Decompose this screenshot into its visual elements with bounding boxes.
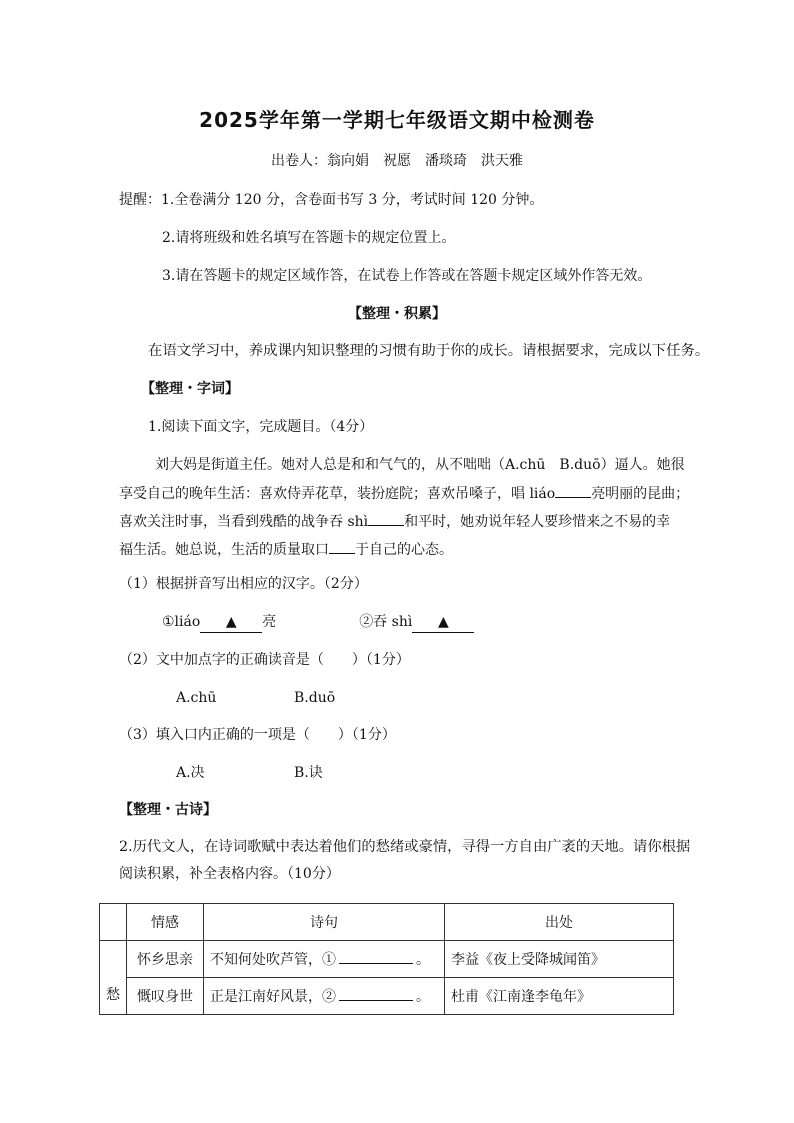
table-row bbox=[100, 978, 674, 1015]
answer-a-suffix: 亮 bbox=[262, 614, 277, 630]
passage-line-4 bbox=[119, 539, 453, 560]
verse-punct: 。 bbox=[416, 989, 430, 1005]
source-cell: 杜甫《江南逢李龟年》 bbox=[445, 978, 674, 1015]
page-title: 2025学年第一学期七年级语文期中检测卷 bbox=[199, 108, 595, 132]
passage-line-2 bbox=[119, 483, 689, 504]
section-intro: 在语文学习中，养成课内知识整理的习惯有助于你的成长。请根据要求，完成以下任务。 bbox=[148, 343, 710, 359]
question-1-part-2-option-a: A.chū bbox=[176, 690, 217, 706]
fill-blank bbox=[339, 986, 413, 1001]
passage-line-3 bbox=[119, 511, 670, 532]
answer-a-blank bbox=[200, 612, 262, 633]
verse-text: 正是江南好风景，② bbox=[210, 989, 336, 1005]
tip-2: 2.请将班级和姓名填写在答题卡的规定位置上。 bbox=[162, 230, 456, 246]
passage-line-1 bbox=[155, 455, 685, 475]
fill-blank bbox=[329, 539, 355, 554]
answer-b-blank bbox=[412, 612, 474, 633]
tip-3: 3.请在答题卡的规定区域作答，在试卷上作答或在答题卡规定区域外作答无效。 bbox=[162, 268, 652, 284]
answer-b-prefix: ②吞 shì bbox=[359, 614, 413, 630]
question-1-part-3-option-a: A.决 bbox=[176, 765, 205, 781]
passage-text: 喜欢关注时事，当看到残酷的战争吞 shì bbox=[119, 514, 369, 530]
verse-punct: 。 bbox=[416, 952, 430, 968]
table-header-row bbox=[100, 904, 674, 941]
passage-text: 于自己的心态。 bbox=[355, 542, 453, 558]
passage-text: 享受自己的晚年生活：喜欢侍弄花草，装扮庭院；喜欢吊嗓子，唱 liáo bbox=[119, 486, 556, 502]
source-cell: 李益《夜上受降城闻笛》 bbox=[445, 941, 674, 978]
question-1-part-1-answers bbox=[162, 612, 474, 633]
table-header-cell: 诗句 bbox=[204, 904, 445, 941]
subsection-title-poems: 【整理・古诗】 bbox=[119, 802, 217, 818]
question-2-stem-line-1: 2.历代文人，在诗词歌赋中表达着他们的愁绪或豪情，寻得一方自由广袤的天地。请你根据 bbox=[119, 839, 691, 855]
table-header-cell bbox=[100, 904, 127, 941]
poem-table bbox=[99, 903, 674, 1015]
section-title: 【整理・积累】 bbox=[348, 306, 446, 322]
passage-text: 刘大妈是街道主任。她对人总是和和气气的，从不咄咄（A.chū B.duō）逼人。她很 bbox=[155, 457, 685, 473]
tip-1: 提醒：1.全卷满分 120 分，含卷面书写 3 分，考试时间 120 分钟。 bbox=[119, 192, 544, 208]
authors-line: 出卷人：翁向娟 祝愿 潘琰琦 洪天雅 bbox=[271, 153, 523, 169]
emotion-cell: 怀乡思亲 bbox=[127, 941, 204, 978]
triangle-marker: ▲ bbox=[437, 614, 449, 630]
table-header-cell: 出处 bbox=[445, 904, 674, 941]
triangle-marker: ▲ bbox=[225, 614, 237, 630]
fill-blank bbox=[339, 949, 413, 964]
question-2-stem-line-2: 阅读积累，补全表格内容。（10分） bbox=[119, 866, 340, 882]
emotion-cell: 慨叹身世 bbox=[127, 978, 204, 1015]
passage-text: 亮明丽的昆曲； bbox=[591, 486, 690, 502]
question-1-part-1: （1）根据拼音写出相应的汉字。（2分） bbox=[119, 576, 368, 592]
fill-blank bbox=[368, 511, 404, 526]
fill-blank bbox=[555, 483, 591, 498]
verse-cell bbox=[204, 978, 445, 1015]
table-row bbox=[100, 941, 674, 978]
passage-text: 福生活。她总说，生活的质量取口 bbox=[119, 542, 329, 558]
group-label: 愁 bbox=[100, 941, 127, 1015]
question-1-part-2: （2）文中加点字的正确读音是（ ）（1分） bbox=[119, 652, 410, 668]
verse-cell bbox=[204, 941, 445, 978]
table-header-cell: 情感 bbox=[127, 904, 204, 941]
passage-text: 和平时，她劝说年轻人要珍惜来之不易的幸 bbox=[404, 514, 671, 530]
subsection-title-words: 【整理・字词】 bbox=[141, 381, 239, 397]
question-1-part-2-option-b: B.duō bbox=[294, 690, 336, 706]
question-1-stem: 1.阅读下面文字，完成题目。（4分） bbox=[148, 419, 374, 435]
question-1-part-3: （3）填入口内正确的一项是（ ）（1分） bbox=[119, 727, 396, 743]
verse-text: 不知何处吹芦管，① bbox=[210, 952, 336, 968]
question-1-part-3-option-b: B.诀 bbox=[294, 765, 323, 781]
answer-a-prefix: ①liáo bbox=[162, 614, 201, 630]
